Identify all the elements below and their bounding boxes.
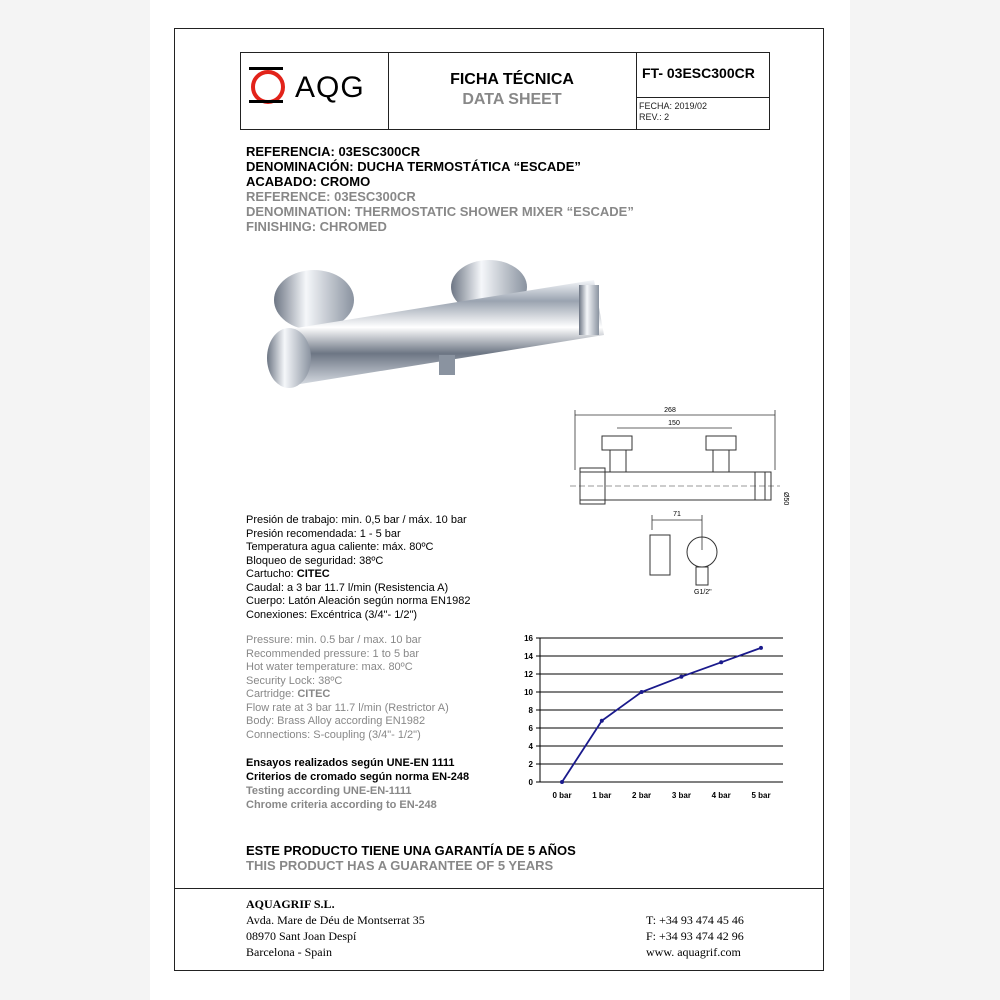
spec-es-line bbox=[246, 568, 330, 582]
sheet-revision: REV.: 2 bbox=[639, 112, 670, 122]
data-point bbox=[560, 780, 564, 784]
guarantee-es: ESTE PRODUCTO TIENE UNA GARANTÍA DE 5 AÑOS bbox=[246, 843, 576, 858]
test-standard-es: Ensayos realizados según UNE-EN 1111 bbox=[246, 757, 455, 769]
title-cell bbox=[388, 53, 637, 129]
title-es: FICHA TÉCNICA bbox=[450, 71, 574, 88]
product-photo bbox=[244, 255, 644, 395]
guarantee-en: THIS PRODUCT HAS A GUARANTEE OF 5 YEARS bbox=[246, 858, 554, 873]
drawing-side-knob bbox=[650, 535, 670, 575]
spec-es-line: Conexiones: Excéntrica (3/4"- 1/2") bbox=[246, 608, 418, 621]
y-tick-label: 12 bbox=[524, 670, 533, 679]
x-tick-label: 4 bar bbox=[711, 791, 731, 800]
spec-en-label: Cartridge: bbox=[246, 688, 298, 700]
spec-en-line: Connections: S-coupling (3/4"- 1/2") bbox=[246, 728, 421, 741]
spec-en-value: CITEC bbox=[297, 688, 331, 700]
spec-es-value: CITEC bbox=[296, 568, 330, 580]
phone-number: T: +34 93 474 45 46 bbox=[646, 913, 744, 927]
company-name: AQUAGRIF S.L. bbox=[246, 897, 335, 911]
logo-bottom-bar bbox=[249, 100, 283, 103]
spec-en-line: Flow rate at 3 bar 11.7 l/min (Restrictor A) bbox=[246, 701, 449, 714]
logo-cell bbox=[241, 53, 389, 129]
logo-ring-icon bbox=[251, 70, 285, 104]
data-point bbox=[679, 675, 683, 679]
data-point bbox=[600, 719, 604, 723]
y-tick-label: 2 bbox=[528, 760, 533, 769]
website-link[interactable]: www. aquagrif.com bbox=[646, 945, 741, 959]
data-point bbox=[719, 660, 723, 664]
reference-divider bbox=[636, 97, 769, 98]
product-reference-es: REFERENCIA: 03ESC300CR bbox=[246, 144, 421, 159]
spec-es-line: Temperatura agua caliente: máx. 80ºC bbox=[246, 541, 434, 553]
outlet-connector bbox=[439, 355, 455, 375]
x-tick-label: 1 bar bbox=[592, 791, 612, 800]
spec-en-line: Security Lock: 38ºC bbox=[246, 674, 343, 687]
dim-depth-label: 71 bbox=[673, 511, 681, 518]
y-tick-label: 0 bbox=[528, 778, 533, 787]
drawing-head-left bbox=[602, 436, 632, 450]
sheet-code: FT- 03ESC300CR bbox=[642, 65, 755, 81]
product-denomination-es: DENOMINACIÓN: DUCHA TERMOSTÁTICA “ESCADE” bbox=[246, 159, 581, 174]
fax-number: F: +34 93 474 42 96 bbox=[646, 929, 744, 943]
dim-total-label: 268 bbox=[664, 407, 676, 414]
flow-handle bbox=[579, 285, 599, 335]
spec-es-line: Bloqueo de seguridad: 38ºC bbox=[246, 554, 384, 567]
flow-rate-chart bbox=[505, 630, 795, 805]
y-tick-label: 6 bbox=[528, 724, 533, 733]
drawing-connector-left bbox=[610, 450, 626, 472]
chrome-standard-es: Criterios de cromado según norma EN-248 bbox=[246, 771, 470, 783]
data-point bbox=[640, 690, 644, 694]
spec-en-line: Pressure: min. 0.5 bar / max. 10 bar bbox=[246, 634, 422, 646]
footer-divider bbox=[174, 888, 824, 889]
product-finishing-es: ACABADO: CROMO bbox=[246, 174, 371, 189]
reference-cell bbox=[636, 53, 769, 129]
spec-en-line: Body: Brass Alloy according EN1982 bbox=[246, 715, 426, 727]
technical-drawing bbox=[570, 400, 800, 610]
logo-text: AQG bbox=[295, 71, 365, 104]
product-finishing-en: FINISHING: CHROMED bbox=[246, 219, 387, 234]
x-tick-label: 2 bar bbox=[632, 791, 652, 800]
product-denomination-en: DENOMINATION: THERMOSTATIC SHOWER MIXER “ESCADE” bbox=[246, 204, 634, 219]
address-line-1: Avda. Mare de Déu de Montserrat 35 bbox=[246, 913, 425, 927]
y-tick-label: 4 bbox=[528, 742, 533, 751]
dim-centers-label: 150 bbox=[668, 420, 680, 427]
thread-label: G1/2" bbox=[694, 589, 712, 596]
x-tick-label: 5 bar bbox=[751, 791, 771, 800]
x-tick-label: 0 bar bbox=[552, 791, 572, 800]
drawing-head-right bbox=[706, 436, 736, 450]
spec-es-label: Cartucho: bbox=[246, 568, 297, 580]
spec-en-line: Recommended pressure: 1 to 5 bar bbox=[246, 647, 420, 660]
drawing-side-outlet bbox=[696, 567, 708, 585]
sheet-date: FECHA: 2019/02 bbox=[639, 101, 708, 111]
drawing-connector-right bbox=[713, 450, 729, 472]
y-tick-label: 14 bbox=[524, 652, 533, 661]
test-standard-en: Testing according UNE-EN-1111 bbox=[246, 785, 412, 797]
y-tick-label: 10 bbox=[524, 688, 533, 697]
address-line-3: Barcelona - Spain bbox=[246, 945, 332, 959]
temperature-knob bbox=[267, 328, 311, 388]
spec-es-line: Cuerpo: Latón Aleación según norma EN1982 bbox=[246, 595, 471, 607]
title-en: DATA SHEET bbox=[462, 91, 562, 108]
product-reference-en: REFERENCE: 03ESC300CR bbox=[246, 189, 416, 204]
header-table bbox=[240, 52, 770, 130]
chrome-standard-en: Chrome criteria according to EN-248 bbox=[246, 799, 437, 811]
y-tick-label: 8 bbox=[528, 706, 533, 715]
address-line-2: 08970 Sant Joan Despí bbox=[246, 929, 357, 943]
spec-es-line: Presión de trabajo: min. 0,5 bar / máx. 10 bar bbox=[246, 514, 467, 526]
series-line bbox=[562, 648, 761, 782]
spec-es-line: Caudal: a 3 bar 11.7 l/min (Resistencia A) bbox=[246, 581, 449, 594]
spec-es-line: Presión recomendada: 1 - 5 bar bbox=[246, 527, 401, 540]
spec-en-line bbox=[246, 688, 330, 702]
x-tick-label: 3 bar bbox=[671, 791, 691, 800]
dim-dia-label: Ø50 bbox=[782, 492, 789, 506]
spec-en-line: Hot water temperature: max. 80ºC bbox=[246, 661, 413, 673]
y-tick-label: 16 bbox=[524, 634, 533, 643]
data-point bbox=[759, 646, 763, 650]
